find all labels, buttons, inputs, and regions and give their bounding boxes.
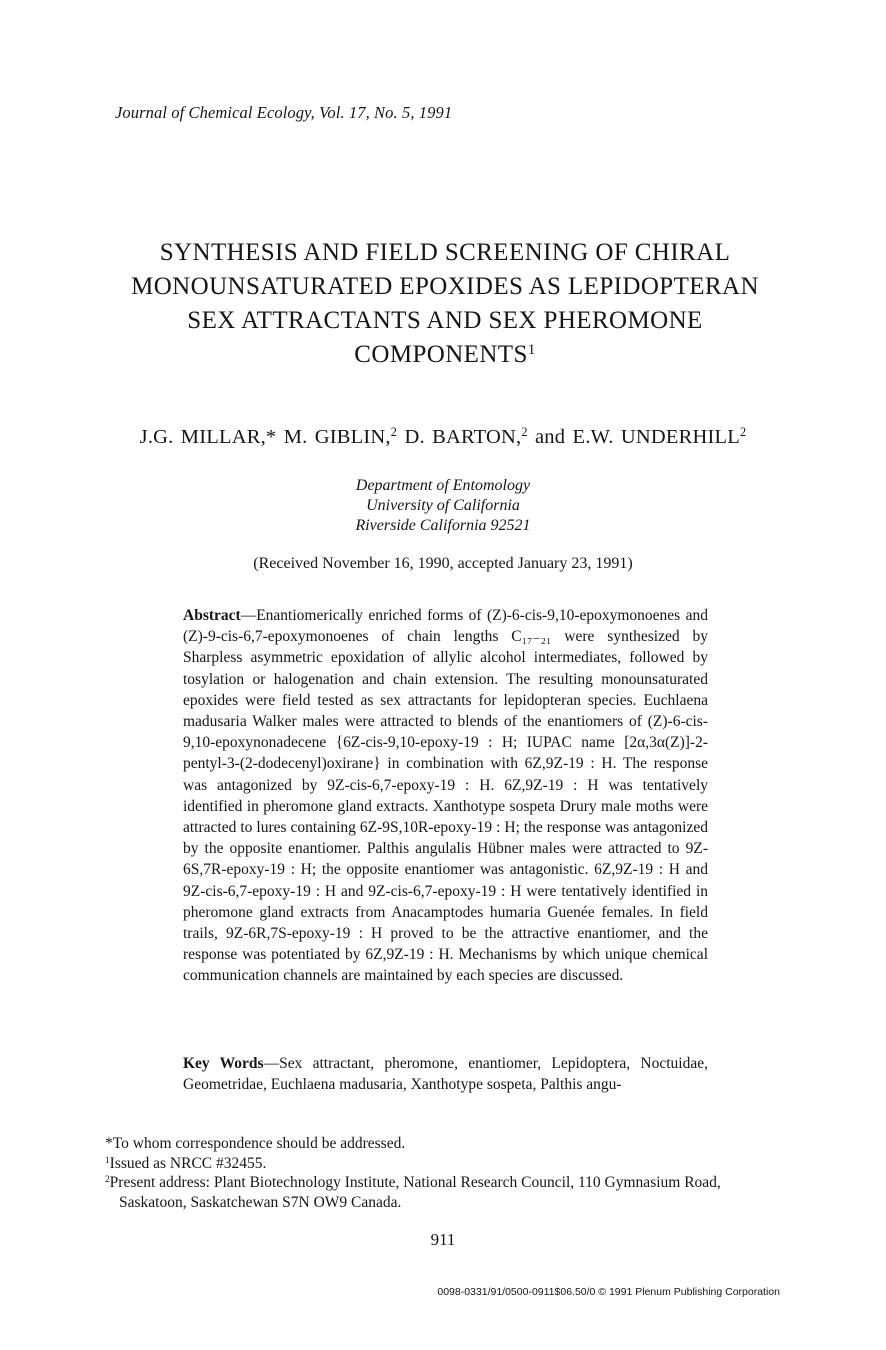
journal-header: Journal of Chemical Ecology, Vol. 17, No. 5, 1991 [115, 103, 453, 122]
author-underhill: E.W. UNDERHILL [572, 426, 740, 448]
footnote-2-text: Present address: Plant Biotechnology Institute, National Research Council, 110 Gymnasium Road, [109, 1174, 721, 1191]
footnote-1-mark: 1 [105, 1155, 110, 1166]
title-line-4-text: COMPONENTS [354, 341, 528, 368]
author-giblin-mark: 2 [390, 425, 398, 440]
abstract [183, 605, 708, 987]
title-footnote-mark: 1 [527, 341, 536, 358]
affiliation-line-2: University of California [366, 497, 520, 514]
footnote-2-continued: Saskatoon, Saskatchewan S7N OW9 Canada. [119, 1193, 402, 1211]
affiliation-line-1: Department of Entomology [355, 477, 531, 494]
title-line-3: SEX ATTRACTANTS AND SEX PHEROMONE [187, 307, 703, 334]
title-line-4 [90, 338, 800, 372]
author-barton-mark: 2 [521, 425, 528, 440]
key-words-label: Key Words [183, 1055, 264, 1072]
copyright-line: 0098-0331/91/0500-0911$06.50/0 © 1991 Plenum Publishing Corporation [437, 1286, 780, 1298]
author-underhill-mark: 2 [739, 425, 747, 440]
author-giblin: M. GIBLIN, [283, 426, 391, 448]
footnote-1-text: Issued as NRCC #32455. [109, 1154, 267, 1172]
footnote-correspondence: *To whom correspondence should be addressed. [105, 1135, 406, 1152]
page-number: 911 [430, 1230, 456, 1249]
author-conjunction: and [535, 426, 566, 448]
footnote-1 [105, 1154, 795, 1174]
title-line-2: MONOUNSATURATED EPOXIDES AS LEPIDOPTERAN [131, 273, 759, 300]
footnote-2-mark: 2 [105, 1175, 110, 1185]
affiliation-line-3: Riverside California 92521 [355, 517, 531, 534]
article-title [90, 236, 800, 372]
abstract-text: —Enantiomerically enriched forms of (Z)-6-cis-9,10-epoxymonoenes and (Z)-9-cis-6,7-epoxymonoenes of chain lengths C₁₇₋₂₁ were synthesized by Sharpless asymmetric epoxidation of allylic alcohol intermediates, followed by tosylation or halogenation and chain extension. The resulting monounsaturated epoxides were field tested as sex attractants for lepidopteran species. Euchlaena madusaria Walker males were attracted to blends of the enantiomers of (Z)-6-cis-9,10-epoxynonadecene {6Z-cis-9,10-epoxy-19 : H; IUPAC name [2α,3α(Z)]-2-pentyl-3-(2-dodecenyl)oxirane} in combination with 6Z,9Z-19 : H. The response was antagonized by 9Z-cis-6,7-epoxy-19 : H. 6Z,9Z-19 : H was tentatively identified in pheromone gland extracts. Xanthotype sospeta Drury male moths were attracted to lures containing 6Z-9S,10R-epoxy-19 : H; the response was antagonized by the opposite enantiomer. Palthis angulalis Hübner males were attracted to 9Z-6S,7R-epoxy-19 : H; the opposite enantiomer was antagonistic. 6Z,9Z-19 : H and 9Z-cis-6,7-epoxy-19 : H and 9Z-cis-6,7-epoxy-19 : H were tentatively identified in pheromone gland extracts from Anacamptodes humaria Guenée females. In field trails, 9Z-6R,7S-epoxy-19 : H proved to be the attractive enantiomer, and the response was potentiated by 6Z,9Z-19 : H. Mechanisms by which unique chemical communication channels are maintained by each species are discussed. [183, 607, 708, 985]
author-list [0, 426, 886, 449]
footnotes [105, 1134, 795, 1212]
key-words-text: —Sex attractant, pheromone, enantiomer, Lepidoptera, Noctuidae, Geometridae, Euchlaena madusaria, Xanthotype sospeta, Palthis angu- [183, 1055, 708, 1094]
footnote-2 [105, 1173, 795, 1193]
title-line-1: SYNTHESIS AND FIELD SCREENING OF CHIRAL [159, 239, 731, 266]
author-barton: D. BARTON, [404, 426, 522, 448]
author-millar: J.G. MILLAR,* [139, 426, 277, 448]
key-words [183, 1053, 708, 1095]
received-dates: (Received November 16, 1990, accepted January 23, 1991) [253, 555, 633, 572]
affiliation [0, 476, 886, 536]
abstract-label: Abstract [183, 607, 241, 624]
